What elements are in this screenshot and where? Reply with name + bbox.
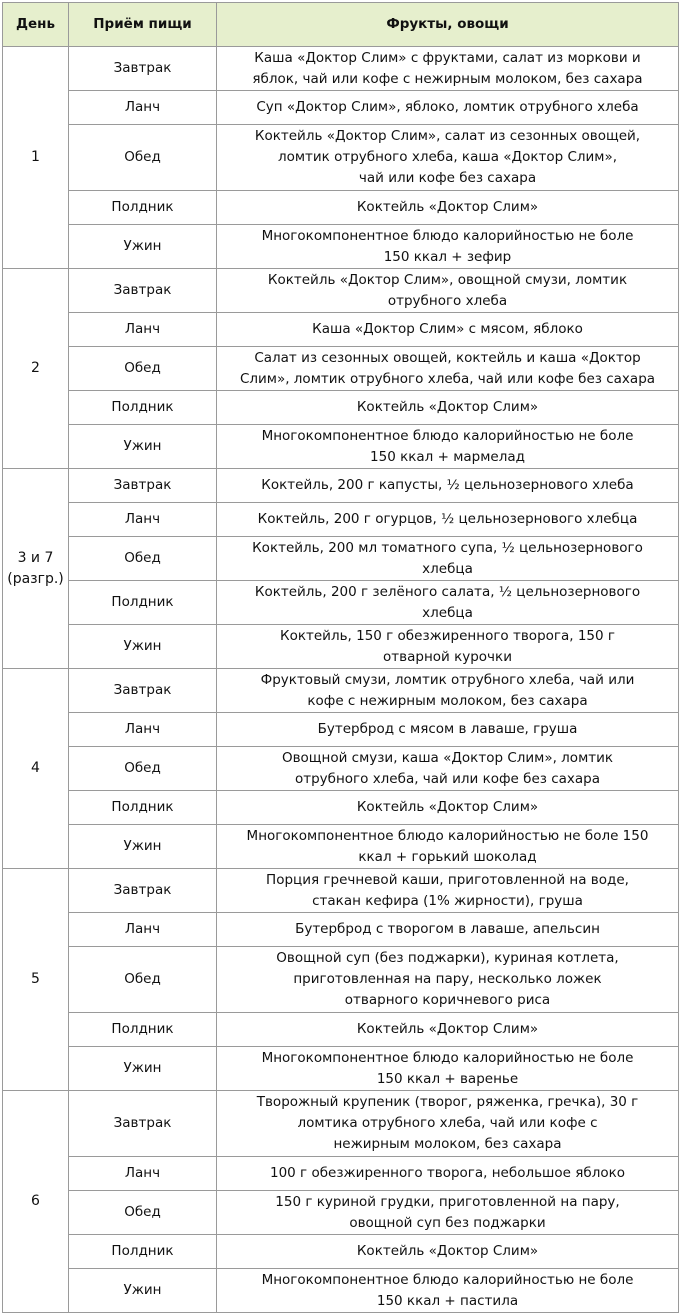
menu-cell: Коктейль, 200 г зелёного салата, ½ цельнозернового хлебца [217, 581, 679, 625]
table-row [3, 713, 679, 747]
table-row [3, 391, 679, 425]
menu-cell: 150 г куриной грудки, приготовленной на пару, овощной суп без поджарки [217, 1191, 679, 1235]
table-row [3, 1191, 679, 1235]
header-day: День [3, 3, 69, 47]
table-header-row [3, 3, 679, 47]
meal-cell: Завтрак [69, 869, 217, 913]
meal-cell: Завтрак [69, 669, 217, 713]
menu-cell: Коктейль «Доктор Слим», овощной смузи, ломтик отрубного хлеба [217, 269, 679, 313]
menu-cell: Коктейль, 200 г капусты, ½ цельнозернового хлеба [217, 469, 679, 503]
day-cell: 6 [3, 1091, 69, 1313]
meal-cell: Ланч [69, 1157, 217, 1191]
table-row [3, 791, 679, 825]
meal-cell: Ужин [69, 425, 217, 469]
menu-cell: Коктейль, 150 г обезжиренного творога, 150 г отварной курочки [217, 625, 679, 669]
meal-cell: Ланч [69, 503, 217, 537]
menu-cell: Многокомпонентное блюдо калорийностью не боле 150 ккал + горький шоколад [217, 825, 679, 869]
meal-cell: Полдник [69, 791, 217, 825]
meal-cell: Ужин [69, 225, 217, 269]
table-row [3, 913, 679, 947]
menu-cell: Коктейль «Доктор Слим», салат из сезонных овощей, ломтик отрубного хлеба, каша «Доктор Слим», чай или кофе без сахара [217, 125, 679, 191]
table-row [3, 313, 679, 347]
menu-cell: Бутерброд с творогом в лаваше, апельсин [217, 913, 679, 947]
menu-cell: Фруктовый смузи, ломтик отрубного хлеба, чай или кофе с нежирным молоком, без сахара [217, 669, 679, 713]
day-cell: 5 [3, 869, 69, 1091]
day-cell: 1 [3, 47, 69, 269]
meal-cell: Ужин [69, 825, 217, 869]
header-meal: Приём пищи [69, 3, 217, 47]
table-row [3, 191, 679, 225]
table-row [3, 125, 679, 191]
menu-cell: Многокомпонентное блюдо калорийностью не боле 150 ккал + мармелад [217, 425, 679, 469]
diet-plan-table [2, 2, 679, 1313]
menu-cell: Салат из сезонных овощей, коктейль и каша «Доктор Слим», ломтик отрубного хлеба, чай или кофе без сахара [217, 347, 679, 391]
menu-cell: Порция гречневой каши, приготовленной на воде, стакан кефира (1% жирности), груша [217, 869, 679, 913]
meal-cell: Обед [69, 947, 217, 1013]
table-row [3, 625, 679, 669]
meal-cell: Ужин [69, 625, 217, 669]
menu-cell: Овощной суп (без поджарки), куриная котлета, приготовленная на пару, несколько ложек отварного коричневого риса [217, 947, 679, 1013]
header-food: Фрукты, овощи [217, 3, 679, 47]
meal-cell: Полдник [69, 391, 217, 425]
table-row [3, 225, 679, 269]
table-row [3, 947, 679, 1013]
table-row [3, 669, 679, 713]
menu-cell: Многокомпонентное блюдо калорийностью не боле 150 ккал + пастила [217, 1269, 679, 1313]
meal-cell: Ланч [69, 713, 217, 747]
menu-cell: Коктейль, 200 г огурцов, ½ цельнозернового хлебца [217, 503, 679, 537]
table-row [3, 47, 679, 91]
menu-cell: Коктейль, 200 мл томатного супа, ½ цельнозернового хлебца [217, 537, 679, 581]
meal-cell: Завтрак [69, 269, 217, 313]
table-row [3, 1235, 679, 1269]
table-row [3, 1091, 679, 1157]
table-row [3, 825, 679, 869]
table-row [3, 425, 679, 469]
meal-cell: Завтрак [69, 469, 217, 503]
menu-cell: Каша «Доктор Слим» с фруктами, салат из моркови и яблок, чай или кофе с нежирным молоком, без сахара [217, 47, 679, 91]
menu-cell: Каша «Доктор Слим» с мясом, яблоко [217, 313, 679, 347]
menu-cell: Суп «Доктор Слим», яблоко, ломтик отрубного хлеба [217, 91, 679, 125]
meal-cell: Ланч [69, 913, 217, 947]
day-cell: 4 [3, 669, 69, 869]
table-row [3, 269, 679, 313]
meal-cell: Обед [69, 537, 217, 581]
table-row [3, 1047, 679, 1091]
meal-cell: Обед [69, 747, 217, 791]
menu-cell: Коктейль «Доктор Слим» [217, 191, 679, 225]
table-row [3, 869, 679, 913]
menu-cell: Коктейль «Доктор Слим» [217, 1235, 679, 1269]
menu-cell: Многокомпонентное блюдо калорийностью не боле 150 ккал + варенье [217, 1047, 679, 1091]
meal-cell: Завтрак [69, 47, 217, 91]
day-cell: 3 и 7 (разгр.) [3, 469, 69, 669]
meal-cell: Завтрак [69, 1091, 217, 1157]
table-row [3, 1013, 679, 1047]
meal-cell: Ужин [69, 1269, 217, 1313]
menu-cell: Коктейль «Доктор Слим» [217, 1013, 679, 1047]
meal-cell: Полдник [69, 581, 217, 625]
table-row [3, 747, 679, 791]
meal-cell: Полдник [69, 191, 217, 225]
table-row [3, 537, 679, 581]
day-cell: 2 [3, 269, 69, 469]
meal-cell: Ланч [69, 91, 217, 125]
menu-cell: Овощной смузи, каша «Доктор Слим», ломтик отрубного хлеба, чай или кофе без сахара [217, 747, 679, 791]
meal-cell: Ужин [69, 1047, 217, 1091]
menu-cell: Многокомпонентное блюдо калорийностью не боле 150 ккал + зефир [217, 225, 679, 269]
menu-cell: Коктейль «Доктор Слим» [217, 391, 679, 425]
table-row [3, 347, 679, 391]
table-row [3, 581, 679, 625]
meal-cell: Обед [69, 347, 217, 391]
meal-cell: Ланч [69, 313, 217, 347]
menu-cell: 100 г обезжиренного творога, небольшое яблоко [217, 1157, 679, 1191]
table-row [3, 1269, 679, 1313]
meal-cell: Полдник [69, 1235, 217, 1269]
meal-cell: Полдник [69, 1013, 217, 1047]
menu-cell: Бутерброд с мясом в лаваше, груша [217, 713, 679, 747]
table-row [3, 503, 679, 537]
table-row [3, 1157, 679, 1191]
table-row [3, 91, 679, 125]
menu-cell: Творожный крупеник (творог, ряженка, гречка), 30 г ломтика отрубного хлеба, чай или кофе с нежирным молоком, без сахара [217, 1091, 679, 1157]
table-row [3, 469, 679, 503]
meal-cell: Обед [69, 1191, 217, 1235]
meal-cell: Обед [69, 125, 217, 191]
menu-cell: Коктейль «Доктор Слим» [217, 791, 679, 825]
